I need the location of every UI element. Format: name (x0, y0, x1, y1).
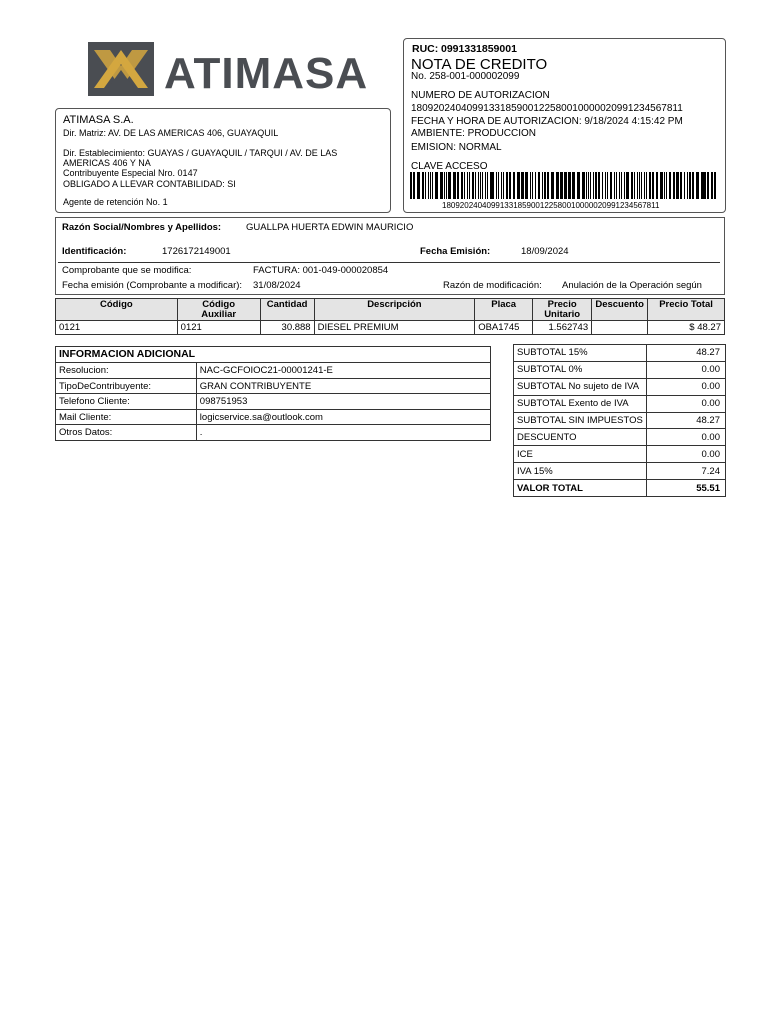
ruc-value: 0991331859001 (441, 43, 517, 55)
issuer-accounting: OBLIGADO A LLEVAR CONTABILIDAD: SI (63, 179, 236, 189)
access-key-label: CLAVE ACCESO (411, 161, 488, 172)
issue-date: 18/09/2024 (521, 246, 569, 257)
access-key-barcode (410, 172, 720, 199)
environment: AMBIENTE: PRODUCCION (411, 128, 537, 139)
logo-wordmark: ATIMASA (164, 49, 369, 98)
table-row (514, 429, 726, 446)
emission-type: EMISION: NORMAL (411, 142, 502, 153)
total-label: SUBTOTAL SIN IMPUESTOS (514, 412, 647, 429)
modified-voucher-date-label: Fecha emisión (Comprobante a modificar): (62, 280, 243, 291)
info-label: Telefono Cliente: (56, 394, 197, 410)
products-table (55, 298, 725, 335)
customer-name: GUALLPA HUERTA EDWIN MAURICIO (246, 222, 414, 233)
cell-discount (592, 321, 648, 335)
cell-description: DIESEL PREMIUM (314, 321, 475, 335)
col-header-aux-code: Código Auxiliar (177, 299, 260, 321)
table-row (56, 394, 491, 410)
col-header-code: Código (56, 299, 178, 321)
customer-box (55, 217, 725, 295)
total-value: 0.00 (647, 446, 726, 463)
cell-aux-code: 0121 (177, 321, 260, 335)
customer-name-label: Razón Social/Nombres y Apellidos: (62, 222, 222, 233)
table-row (514, 361, 726, 378)
cell-plate: OBA1745 (475, 321, 533, 335)
table-row (56, 363, 491, 379)
grand-total-value: 55.51 (647, 480, 726, 497)
issuer-name: ATIMASA S.A. (63, 114, 134, 126)
authorization-number: 1809202404099133185900122580010000020991234567811 (411, 103, 683, 114)
ruc-label: RUC: (412, 43, 439, 55)
info-value: . (196, 425, 490, 441)
total-label: SUBTOTAL 0% (514, 361, 647, 378)
issuer-special-taxpayer: Contribuyente Especial Nro. 0147 (63, 168, 198, 178)
cell-total-price: $ 48.27 (648, 321, 725, 335)
company-logo (88, 42, 369, 100)
total-label: SUBTOTAL No sujeto de IVA (514, 378, 647, 395)
issuer-branch-address-cont: AMERICAS 406 Y NA (63, 158, 151, 168)
total-value: 0.00 (647, 395, 726, 412)
info-value: 098751953 (196, 394, 490, 410)
document-number: No. 258-001-000002099 (411, 71, 520, 82)
table-row (514, 446, 726, 463)
total-value: 48.27 (647, 412, 726, 429)
table-row (514, 378, 726, 395)
total-label: ICE (514, 446, 647, 463)
total-value: 7.24 (647, 463, 726, 480)
table-row (514, 345, 726, 362)
totals-table (513, 344, 726, 497)
info-label: Mail Cliente: (56, 409, 197, 425)
modification-reason-label: Razón de modificación: (443, 280, 542, 291)
customer-id-label: Identificación: (62, 246, 127, 257)
col-header-plate: Placa (475, 299, 533, 321)
authorization-label: NUMERO DE AUTORIZACION (411, 90, 550, 101)
col-header-unit-price: Precio Unitario (533, 299, 592, 321)
col-header-description: Descripción (314, 299, 475, 321)
col-header-quantity: Cantidad (260, 299, 314, 321)
additional-info-table (55, 346, 491, 441)
issuer-box (55, 108, 391, 213)
info-value: NAC-GCFOIOC21-00001241-E (196, 363, 490, 379)
total-label: IVA 15% (514, 463, 647, 480)
issuer-withholding-agent: Agente de retención No. 1 (63, 197, 168, 207)
modified-voucher: FACTURA: 001-049-000020854 (253, 265, 389, 276)
info-label: TipoDeContribuyente: (56, 378, 197, 394)
total-label: SUBTOTAL 15% (514, 345, 647, 362)
modified-voucher-label: Comprobante que se modifica: (62, 265, 192, 276)
access-key-number: 1809202404099133185900122580010000020991234567811 (442, 201, 660, 210)
info-label: Resolucion: (56, 363, 197, 379)
total-value: 0.00 (647, 378, 726, 395)
authorization-datetime: FECHA Y HORA DE AUTORIZACION: 9/18/2024 4:15:42 PM (411, 116, 683, 127)
issue-date-label: Fecha Emisión: (420, 246, 491, 257)
table-row (514, 412, 726, 429)
col-header-total-price: Precio Total (648, 299, 725, 321)
table-row (514, 463, 726, 480)
table-row (56, 378, 491, 394)
info-value: GRAN CONTRIBUYENTE (196, 378, 490, 394)
additional-info-header (56, 347, 491, 363)
grand-total-row (514, 480, 726, 497)
cell-unit-price: 1.562743 (533, 321, 592, 335)
total-value: 0.00 (647, 429, 726, 446)
cell-code: 0121 (56, 321, 178, 335)
info-label: Otros Datos: (56, 425, 197, 441)
total-value: 0.00 (647, 361, 726, 378)
products-header-row (56, 299, 725, 321)
issuer-main-address: Dir. Matriz: AV. DE LAS AMERICAS 406, GUAYAQUIL (63, 128, 279, 138)
table-row (56, 409, 491, 425)
customer-divider (58, 262, 720, 263)
cell-quantity: 30.888 (260, 321, 314, 335)
additional-info-title: INFORMACION ADICIONAL (56, 347, 491, 363)
total-label: SUBTOTAL Exento de IVA (514, 395, 647, 412)
customer-id: 1726172149001 (162, 246, 231, 257)
issuer-branch-address: Dir. Establecimiento: GUAYAS / GUAYAQUIL / TARQUI / AV. DE LAS (63, 148, 338, 158)
total-value: 48.27 (647, 345, 726, 362)
table-row (56, 425, 491, 441)
col-header-discount: Descuento (592, 299, 648, 321)
table-row (56, 321, 725, 335)
document-title: NOTA DE CREDITO (411, 56, 548, 73)
atimasa-logo-icon (88, 42, 154, 96)
modified-voucher-date: 31/08/2024 (253, 280, 301, 291)
grand-total-label: VALOR TOTAL (514, 480, 647, 497)
table-row (514, 395, 726, 412)
modification-reason: Anulación de la Operación según (562, 280, 702, 291)
total-label: DESCUENTO (514, 429, 647, 446)
info-value: logicservice.sa@outlook.com (196, 409, 490, 425)
